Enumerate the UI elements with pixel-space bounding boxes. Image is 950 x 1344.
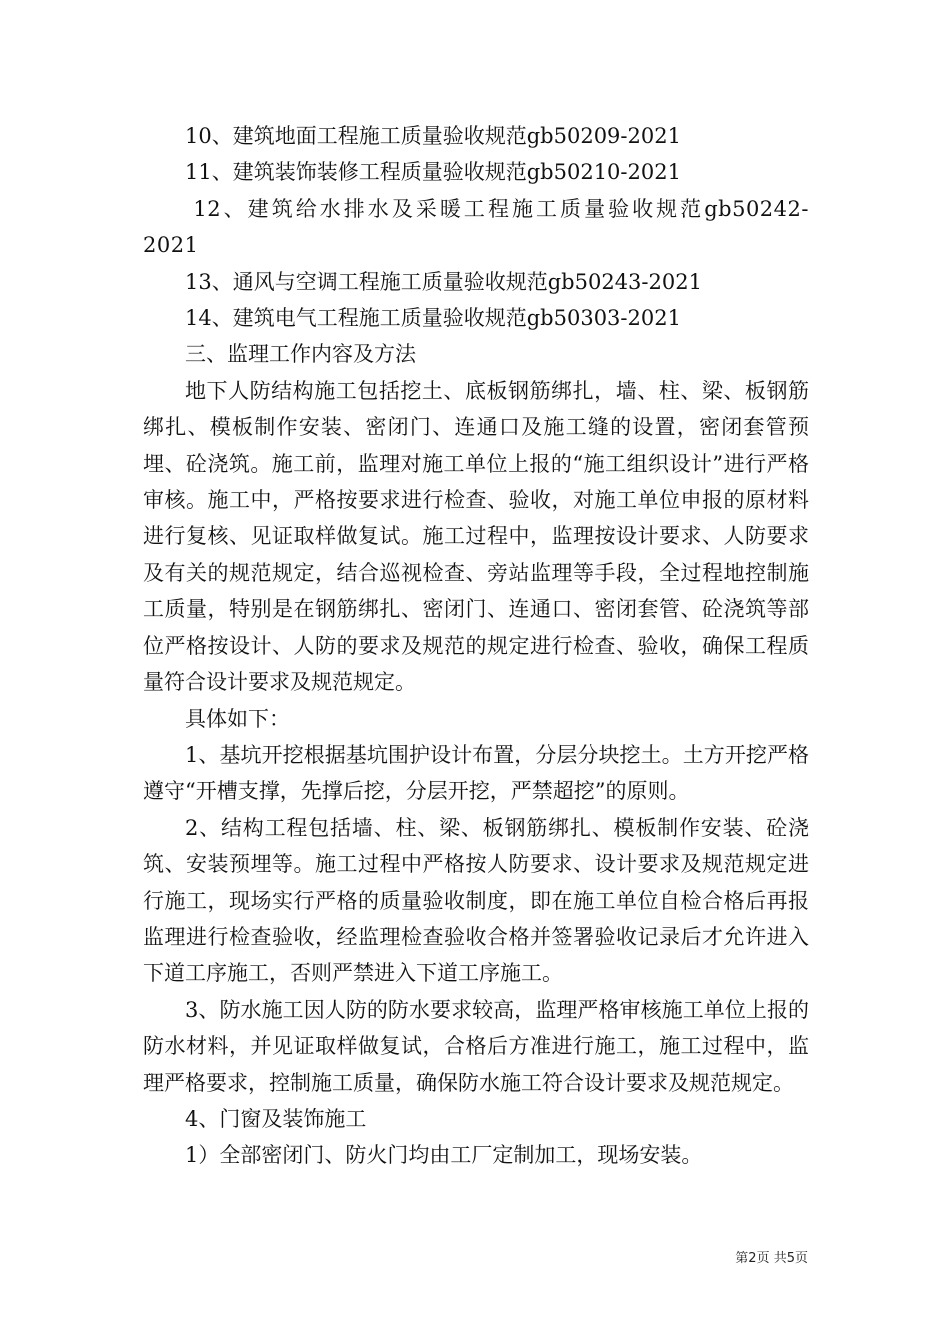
footer-suffix: 页 (794, 1251, 808, 1266)
section-heading: 三、监理工作内容及方法 (185, 342, 416, 367)
reference-item: 12、建筑给水排水及采暖工程施工质量验收规范gb50242-2021 (143, 196, 809, 258)
document-body (143, 118, 809, 1174)
detail-item: 3、防水施工因人防的防水要求较高，监理严格审核施工单位上报的防水材料，并见证取样做复试，合格后方准进行施工，施工过程中，监理严格要求，控制施工质量，确保防水施工符合设计要求及规范规定。 (143, 997, 809, 1095)
intro-paragraph: 地下人防结构施工包括挖土、底板钢筋绑扎，墙、柱、梁、板钢筋绑扎、模板制作安装、密闭门、连通口及施工缝的设置，密闭套管预埋、砼浇筑。施工前，监理对施工单位上报的“施工组织设计”进行严格审核。施工中，严格按要求进行检查、验收，对施工单位申报的原材料进行复核、见证取样做复试。施工过程中，监理按设计要求、人防要求及有关的规范规定，结合巡视检查、旁站监理等手段，全过程地控制施工质量，特别是在钢筋绑扎、密闭门、连通口、密闭套管、砼浇筑等部位严格按设计、人防的要求及规范的规定进行检查、验收，确保工程质量符合设计要求及规范规定。 (143, 378, 809, 695)
current-page-number: 2 (748, 1251, 757, 1266)
footer-prefix: 第 (735, 1251, 749, 1266)
detail-lead: 具体如下： (185, 706, 290, 731)
total-pages-number: 5 (786, 1251, 795, 1266)
footer-middle: 页 共 (756, 1251, 787, 1266)
page-footer (735, 1247, 808, 1266)
subsection-heading: 4、门窗及装饰施工 (185, 1106, 367, 1131)
detail-item: 2、结构工程包括墙、柱、梁、板钢筋绑扎、模板制作安装、砼浇筑、安装预埋等。施工过程中严格按人防要求、设计要求及规范规定进行施工，现场实行严格的质量验收制度，即在施工单位自检合格后再报监理进行检查验收，经监理检查验收合格并签署验收记录后才允许进入下道工序施工，否则严禁进入下道工序施工。 (143, 815, 809, 986)
reference-item: 13、通风与空调工程施工质量验收规范gb50243-2021 (185, 269, 702, 294)
sub-item: 1）全部密闭门、防火门均由工厂定制加工，现场安装。 (185, 1143, 703, 1168)
reference-item: 14、建筑电气工程施工质量验收规范gb50303-2021 (185, 306, 681, 331)
reference-item: 11、建筑装饰装修工程质量验收规范gb50210-2021 (185, 160, 681, 185)
reference-item: 10、建筑地面工程施工质量验收规范gb50209-2021 (185, 124, 681, 148)
detail-item: 1、基坑开挖根据基坑围护设计布置，分层分块挖土。土方开挖严格遵守“开槽支撑，先撑后挖，分层开挖，严禁超挖”的原则。 (143, 742, 809, 804)
